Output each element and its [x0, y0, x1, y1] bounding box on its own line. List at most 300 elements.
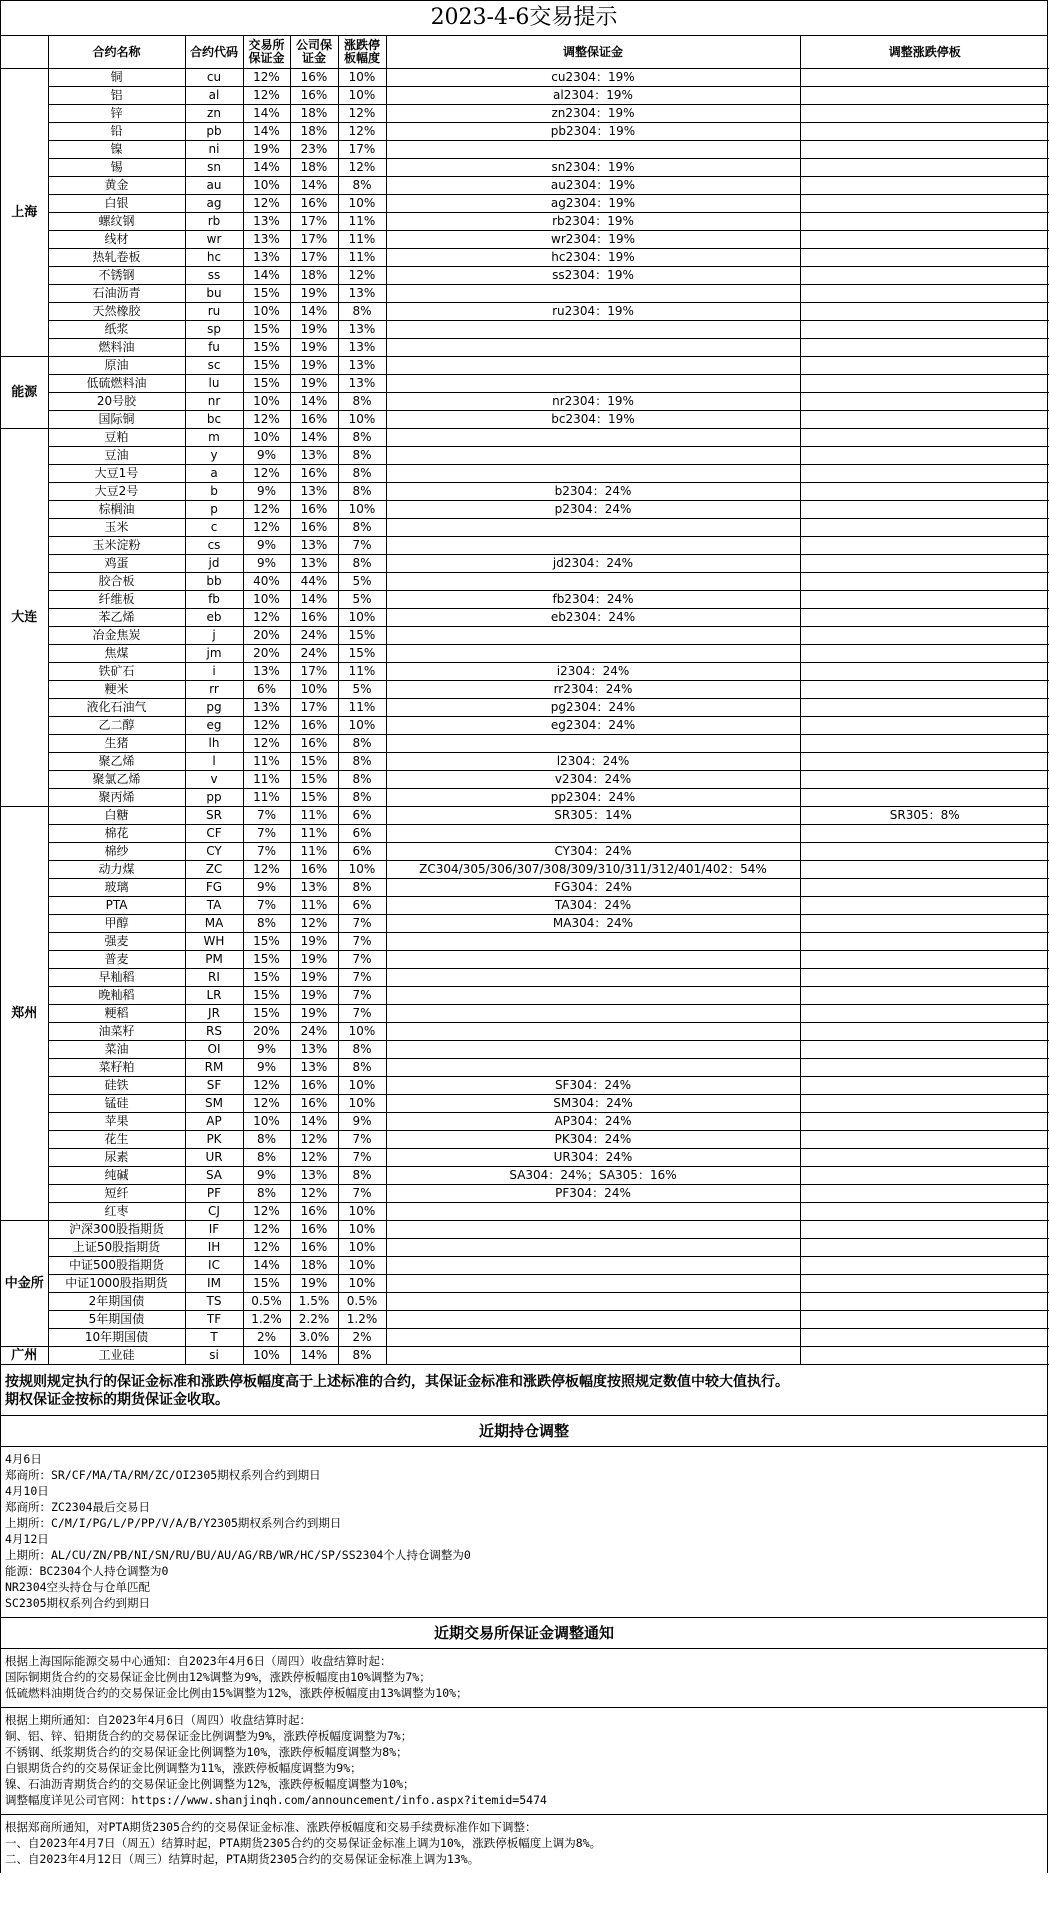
contract-code-cell: SM [185, 1095, 243, 1113]
adjusted-margin-cell [386, 951, 800, 969]
limit-range-cell: 10% [338, 195, 386, 213]
limit-range-cell: 6% [338, 897, 386, 915]
exchange-margin-cell: 7% [243, 807, 290, 825]
contract-code-cell: ss [185, 267, 243, 285]
adjusted-margin-cell: TA304：24% [386, 897, 800, 915]
margin-table [1, 36, 1049, 1365]
contract-name-cell: 尿素 [48, 1149, 185, 1167]
contract-name-cell: 豆油 [48, 447, 185, 465]
contract-name-cell: 纸浆 [48, 321, 185, 339]
table-row [1, 1239, 1049, 1257]
exchange-margin-cell: 12% [243, 69, 290, 87]
exchange-margin-cell: 12% [243, 411, 290, 429]
contract-code-cell: SF [185, 1077, 243, 1095]
contract-name-cell: 玻璃 [48, 879, 185, 897]
contract-name-cell: 聚乙烯 [48, 753, 185, 771]
table-row [1, 177, 1049, 195]
limit-range-cell: 10% [338, 717, 386, 735]
position-line: NR2304空头持仓与仓单匹配 [5, 1580, 151, 1594]
adjusted-margin-cell [386, 1329, 800, 1347]
table-row [1, 717, 1049, 735]
adjusted-margin-cell: AP304：24% [386, 1113, 800, 1131]
contract-name-cell: 聚丙烯 [48, 789, 185, 807]
adjusted-margin-cell [386, 465, 800, 483]
company-margin-cell: 16% [290, 87, 338, 105]
table-row [1, 627, 1049, 645]
exchange-margin-cell: 12% [243, 519, 290, 537]
exchange-margin-cell: 12% [243, 87, 290, 105]
exchange-margin-cell: 10% [243, 303, 290, 321]
company-margin-cell: 14% [290, 591, 338, 609]
contract-code-cell: RS [185, 1023, 243, 1041]
table-row [1, 357, 1049, 375]
limit-range-cell: 13% [338, 339, 386, 357]
exchange-margin-cell: 10% [243, 393, 290, 411]
contract-name-cell: 镍 [48, 141, 185, 159]
contract-code-cell: si [185, 1347, 243, 1365]
header-contract-name: 合约名称 [48, 36, 185, 69]
exchange-margin-cell: 10% [243, 1347, 290, 1365]
exchange-margin-cell: 14% [243, 1257, 290, 1275]
adjusted-margin-cell [386, 537, 800, 555]
adjusted-limit-cell [800, 483, 1049, 501]
table-row [1, 555, 1049, 573]
limit-range-cell: 8% [338, 771, 386, 789]
exchange-margin-cell: 13% [243, 663, 290, 681]
adjusted-limit-cell [800, 1041, 1049, 1059]
table-row [1, 879, 1049, 897]
adjusted-limit-cell [800, 1131, 1049, 1149]
contract-name-cell: 玉米 [48, 519, 185, 537]
page-title: 2023-4-6交易提示 [1, 1, 1047, 36]
limit-range-cell: 8% [338, 1059, 386, 1077]
limit-range-cell: 10% [338, 411, 386, 429]
table-row [1, 231, 1049, 249]
table-row [1, 987, 1049, 1005]
adjusted-margin-cell: l2304：24% [386, 753, 800, 771]
contract-name-cell: 黄金 [48, 177, 185, 195]
exchange-margin-cell: 8% [243, 1149, 290, 1167]
contract-name-cell: 10年期国债 [48, 1329, 185, 1347]
limit-range-cell: 7% [338, 987, 386, 1005]
exchange-margin-cell: 12% [243, 717, 290, 735]
exchange-margin-cell: 15% [243, 321, 290, 339]
contract-name-cell: 锰硅 [48, 1095, 185, 1113]
contract-name-cell: 苯乙烯 [48, 609, 185, 627]
adjusted-margin-cell: rr2304：24% [386, 681, 800, 699]
table-row [1, 267, 1049, 285]
header-contract-code: 合约代码 [185, 36, 243, 69]
adjusted-margin-cell: FG304：24% [386, 879, 800, 897]
adjusted-margin-cell: fb2304：24% [386, 591, 800, 609]
exchange-margin-cell: 11% [243, 789, 290, 807]
notice-line: 根据郑商所通知，对PTA期货2305合约的交易保证金标准、涨跌停板幅度和交易手续费标准作如下调整： [5, 1820, 537, 1834]
adjusted-limit-cell [800, 1059, 1049, 1077]
contract-name-cell: 强麦 [48, 933, 185, 951]
adjusted-limit-cell [800, 105, 1049, 123]
adjusted-limit-cell [800, 573, 1049, 591]
contract-code-cell: CY [185, 843, 243, 861]
table-row [1, 501, 1049, 519]
contract-code-cell: fu [185, 339, 243, 357]
table-row [1, 1329, 1049, 1347]
contract-code-cell: eg [185, 717, 243, 735]
company-margin-cell: 17% [290, 249, 338, 267]
contract-code-cell: rr [185, 681, 243, 699]
limit-range-cell: 11% [338, 249, 386, 267]
exchange-cell: 中金所 [1, 1221, 48, 1347]
exchange-margin-cell: 15% [243, 987, 290, 1005]
limit-range-cell: 8% [338, 447, 386, 465]
contract-code-cell: cs [185, 537, 243, 555]
contract-name-cell: 苹果 [48, 1113, 185, 1131]
table-row [1, 1167, 1049, 1185]
table-row [1, 1131, 1049, 1149]
position-section-title: 近期持仓调整 [1, 1416, 1047, 1447]
limit-range-cell: 8% [338, 483, 386, 501]
contract-name-cell: 粳米 [48, 681, 185, 699]
adjusted-margin-cell: SR305：14% [386, 807, 800, 825]
adjusted-margin-cell: cu2304：19% [386, 69, 800, 87]
limit-range-cell: 7% [338, 1131, 386, 1149]
exchange-margin-cell: 9% [243, 1059, 290, 1077]
limit-range-cell: 10% [338, 1077, 386, 1095]
contract-code-cell: rb [185, 213, 243, 231]
limit-range-cell: 8% [338, 519, 386, 537]
adjusted-margin-cell: UR304：24% [386, 1149, 800, 1167]
contract-name-cell: PTA [48, 897, 185, 915]
contract-code-cell: IH [185, 1239, 243, 1257]
adjusted-margin-cell: bc2304：19% [386, 411, 800, 429]
company-margin-cell: 12% [290, 1149, 338, 1167]
company-margin-cell: 14% [290, 177, 338, 195]
exchange-margin-cell: 9% [243, 447, 290, 465]
position-line: 上期所：AL/CU/ZN/PB/NI/SN/RU/BU/AU/AG/RB/WR/HC/SP/SS2304个人持仓调整为0 [5, 1548, 471, 1562]
adjusted-limit-cell [800, 1149, 1049, 1167]
contract-name-cell: 硅铁 [48, 1077, 185, 1095]
adjusted-margin-cell: SM304：24% [386, 1095, 800, 1113]
company-margin-cell: 11% [290, 825, 338, 843]
contract-name-cell: 螺纹钢 [48, 213, 185, 231]
table-row [1, 519, 1049, 537]
adjusted-limit-cell [800, 879, 1049, 897]
contract-code-cell: bc [185, 411, 243, 429]
adjusted-limit-cell [800, 933, 1049, 951]
exchange-margin-cell: 19% [243, 141, 290, 159]
table-row [1, 645, 1049, 663]
contract-code-cell: bb [185, 573, 243, 591]
company-margin-cell: 11% [290, 843, 338, 861]
adjusted-margin-cell: eg2304：24% [386, 717, 800, 735]
table-row [1, 1113, 1049, 1131]
contract-name-cell: 燃料油 [48, 339, 185, 357]
limit-range-cell: 6% [338, 807, 386, 825]
table-row [1, 699, 1049, 717]
exchange-margin-cell: 15% [243, 357, 290, 375]
table-row [1, 1293, 1049, 1311]
exchange-margin-cell: 12% [243, 1077, 290, 1095]
limit-range-cell: 7% [338, 969, 386, 987]
contract-code-cell: fb [185, 591, 243, 609]
contract-name-cell: 生猪 [48, 735, 185, 753]
adjusted-limit-cell [800, 609, 1049, 627]
table-row [1, 843, 1049, 861]
contract-name-cell: 热轧卷板 [48, 249, 185, 267]
adjusted-margin-cell: nr2304：19% [386, 393, 800, 411]
limit-range-cell: 10% [338, 609, 386, 627]
adjusted-margin-cell [386, 447, 800, 465]
notice-line: 一、自2023年4月7日（周五）结算时起，PTA期货2305合约的交易保证金标准上调为10%，涨跌停板幅度上调为8%。 [5, 1836, 602, 1850]
exchange-margin-cell: 12% [243, 861, 290, 879]
adjusted-limit-cell [800, 375, 1049, 393]
contract-code-cell: SA [185, 1167, 243, 1185]
notice-line: 不锈钢、纸浆期货合约的交易保证金比例调整为10%，涨跌停板幅度调整为8%； [5, 1745, 408, 1759]
company-margin-cell: 17% [290, 663, 338, 681]
company-margin-cell: 16% [290, 465, 338, 483]
contract-name-cell: 早籼稻 [48, 969, 185, 987]
adjusted-margin-cell [386, 969, 800, 987]
limit-range-cell: 15% [338, 645, 386, 663]
position-line: 上期所：C/M/I/PG/L/P/PP/V/A/B/Y2305期权系列合约到期日 [5, 1516, 342, 1530]
contract-name-cell: 5年期国债 [48, 1311, 185, 1329]
limit-range-cell: 7% [338, 537, 386, 555]
exchange-margin-cell: 9% [243, 555, 290, 573]
exchange-margin-cell: 15% [243, 339, 290, 357]
exchange-margin-cell: 9% [243, 1167, 290, 1185]
table-row [1, 249, 1049, 267]
table-row [1, 1347, 1049, 1365]
limit-range-cell: 12% [338, 267, 386, 285]
contract-code-cell: eb [185, 609, 243, 627]
limit-range-cell: 11% [338, 213, 386, 231]
company-margin-cell: 16% [290, 1095, 338, 1113]
adjusted-limit-cell [800, 1329, 1049, 1347]
header-company-margin: 公司保证金 [290, 36, 338, 69]
adjusted-margin-cell: i2304：24% [386, 663, 800, 681]
adjusted-margin-cell [386, 1347, 800, 1365]
exchange-margin-cell: 9% [243, 483, 290, 501]
table-row [1, 1275, 1049, 1293]
exchange-margin-cell: 12% [243, 1221, 290, 1239]
contract-name-cell: 甲醇 [48, 915, 185, 933]
adjusted-limit-cell [800, 1077, 1049, 1095]
company-margin-cell: 19% [290, 375, 338, 393]
contract-code-cell: PM [185, 951, 243, 969]
table-row [1, 411, 1049, 429]
company-margin-cell: 14% [290, 303, 338, 321]
company-margin-cell: 13% [290, 1167, 338, 1185]
limit-range-cell: 8% [338, 465, 386, 483]
exchange-margin-cell: 9% [243, 879, 290, 897]
company-margin-cell: 19% [290, 969, 338, 987]
company-margin-cell: 18% [290, 1257, 338, 1275]
company-margin-cell: 11% [290, 807, 338, 825]
contract-code-cell: ru [185, 303, 243, 321]
limit-range-cell: 5% [338, 681, 386, 699]
table-row [1, 141, 1049, 159]
limit-range-cell: 13% [338, 285, 386, 303]
limit-range-cell: 7% [338, 1005, 386, 1023]
exchange-margin-cell: 12% [243, 501, 290, 519]
contract-name-cell: 棉花 [48, 825, 185, 843]
contract-code-cell: b [185, 483, 243, 501]
exchange-margin-cell: 10% [243, 177, 290, 195]
table-row [1, 159, 1049, 177]
contract-code-cell: zn [185, 105, 243, 123]
adjusted-margin-cell: jd2304：24% [386, 555, 800, 573]
adjusted-limit-cell [800, 465, 1049, 483]
company-margin-cell: 19% [290, 357, 338, 375]
exchange-margin-cell: 14% [243, 105, 290, 123]
limit-range-cell: 10% [338, 1221, 386, 1239]
table-row [1, 933, 1049, 951]
company-margin-cell: 13% [290, 555, 338, 573]
contract-code-cell: sp [185, 321, 243, 339]
limit-range-cell: 12% [338, 159, 386, 177]
adjusted-limit-cell [800, 591, 1049, 609]
limit-range-cell: 8% [338, 177, 386, 195]
notice-section-title: 近期交易所保证金调整通知 [1, 1618, 1047, 1649]
limit-range-cell: 8% [338, 429, 386, 447]
adjusted-limit-cell [800, 825, 1049, 843]
contract-code-cell: AP [185, 1113, 243, 1131]
contract-name-cell: 红枣 [48, 1203, 185, 1221]
contract-name-cell: 低硫燃料油 [48, 375, 185, 393]
company-margin-cell: 19% [290, 987, 338, 1005]
table-row [1, 573, 1049, 591]
limit-range-cell: 13% [338, 375, 386, 393]
limit-range-cell: 17% [338, 141, 386, 159]
adjusted-limit-cell [800, 1311, 1049, 1329]
exchange-margin-cell: 11% [243, 771, 290, 789]
contract-code-cell: IC [185, 1257, 243, 1275]
exchange-margin-cell: 15% [243, 951, 290, 969]
contract-code-cell: l [185, 753, 243, 771]
adjusted-limit-cell [800, 1185, 1049, 1203]
exchange-margin-cell: 8% [243, 1185, 290, 1203]
company-margin-cell: 16% [290, 609, 338, 627]
contract-name-cell: 普麦 [48, 951, 185, 969]
contract-code-cell: jd [185, 555, 243, 573]
adjusted-margin-cell: SA304：24%；SA305：16% [386, 1167, 800, 1185]
contract-code-cell: nr [185, 393, 243, 411]
adjusted-margin-cell [386, 357, 800, 375]
adjusted-margin-cell: v2304：24% [386, 771, 800, 789]
limit-range-cell: 10% [338, 1095, 386, 1113]
notice-line: 铜、铝、锌、铅期货合约的交易保证金比例调整为9%，涨跌停板幅度调整为7%； [5, 1729, 413, 1743]
adjusted-limit-cell [800, 645, 1049, 663]
adjusted-margin-cell: PF304：24% [386, 1185, 800, 1203]
exchange-margin-cell: 14% [243, 123, 290, 141]
contract-name-cell: 鸡蛋 [48, 555, 185, 573]
adjusted-margin-cell [386, 1023, 800, 1041]
exchange-margin-cell: 12% [243, 1239, 290, 1257]
table-row [1, 537, 1049, 555]
contract-name-cell: 液化石油气 [48, 699, 185, 717]
table-row [1, 771, 1049, 789]
contract-name-cell: 乙二醇 [48, 717, 185, 735]
company-margin-cell: 23% [290, 141, 338, 159]
adjusted-limit-cell [800, 681, 1049, 699]
position-line: 4月6日 [5, 1452, 42, 1466]
table-row [1, 1221, 1049, 1239]
limit-range-cell: 8% [338, 1347, 386, 1365]
adjusted-limit-cell [800, 303, 1049, 321]
adjusted-limit-cell [800, 699, 1049, 717]
company-margin-cell: 2.2% [290, 1311, 338, 1329]
table-row [1, 1257, 1049, 1275]
rule-note [1, 1365, 1047, 1416]
limit-range-cell: 10% [338, 501, 386, 519]
adjusted-margin-cell [386, 1257, 800, 1275]
exchange-margin-cell: 10% [243, 1113, 290, 1131]
adjusted-margin-cell: wr2304：19% [386, 231, 800, 249]
adjusted-limit-cell [800, 447, 1049, 465]
contract-name-cell: 上证50股指期货 [48, 1239, 185, 1257]
table-row [1, 609, 1049, 627]
limit-range-cell: 8% [338, 1041, 386, 1059]
contract-code-cell: RI [185, 969, 243, 987]
table-row [1, 897, 1049, 915]
contract-code-cell: au [185, 177, 243, 195]
contract-name-cell: 短纤 [48, 1185, 185, 1203]
company-margin-cell: 16% [290, 69, 338, 87]
contract-name-cell: 纯碱 [48, 1167, 185, 1185]
contract-name-cell: 中证500股指期货 [48, 1257, 185, 1275]
contract-name-cell: 晚籼稻 [48, 987, 185, 1005]
contract-name-cell: 锌 [48, 105, 185, 123]
table-row [1, 1149, 1049, 1167]
exchange-margin-cell: 15% [243, 375, 290, 393]
limit-range-cell: 8% [338, 879, 386, 897]
adjusted-margin-cell [386, 285, 800, 303]
limit-range-cell: 7% [338, 951, 386, 969]
notice-line: 根据上期所通知：自2023年4月6日（周四）收盘结算时起： [5, 1713, 312, 1727]
adjusted-margin-cell [386, 1041, 800, 1059]
table-header-row [1, 36, 1049, 69]
exchange-margin-cell: 14% [243, 159, 290, 177]
contract-name-cell: 白糖 [48, 807, 185, 825]
position-line: 能源：BC2304个人持仓调整为0 [5, 1564, 169, 1578]
contract-code-cell: ZC [185, 861, 243, 879]
header-limit-range: 涨跌停板幅度 [338, 36, 386, 69]
adjusted-margin-cell: hc2304：19% [386, 249, 800, 267]
margin-notices [1, 1649, 1047, 1873]
table-row [1, 375, 1049, 393]
adjusted-limit-cell [800, 141, 1049, 159]
exchange-cell: 广州 [1, 1347, 48, 1365]
table-row [1, 1023, 1049, 1041]
company-margin-cell: 18% [290, 159, 338, 177]
limit-range-cell: 9% [338, 1113, 386, 1131]
position-line: 郑商所：ZC2304最后交易日 [5, 1500, 151, 1514]
contract-name-cell: 石油沥青 [48, 285, 185, 303]
table-row [1, 591, 1049, 609]
contract-code-cell: v [185, 771, 243, 789]
adjusted-limit-cell [800, 951, 1049, 969]
exchange-margin-cell: 0.5% [243, 1293, 290, 1311]
adjusted-margin-cell: ru2304：19% [386, 303, 800, 321]
adjusted-limit-cell [800, 1293, 1049, 1311]
limit-range-cell: 11% [338, 663, 386, 681]
contract-name-cell: 铜 [48, 69, 185, 87]
notice-line: 白银期货合约的交易保证金比例调整为11%，涨跌停板幅度调整为9%； [5, 1761, 362, 1775]
contract-code-cell: lu [185, 375, 243, 393]
contract-code-cell: a [185, 465, 243, 483]
adjusted-limit-cell [800, 411, 1049, 429]
limit-range-cell: 5% [338, 591, 386, 609]
company-margin-cell: 16% [290, 195, 338, 213]
